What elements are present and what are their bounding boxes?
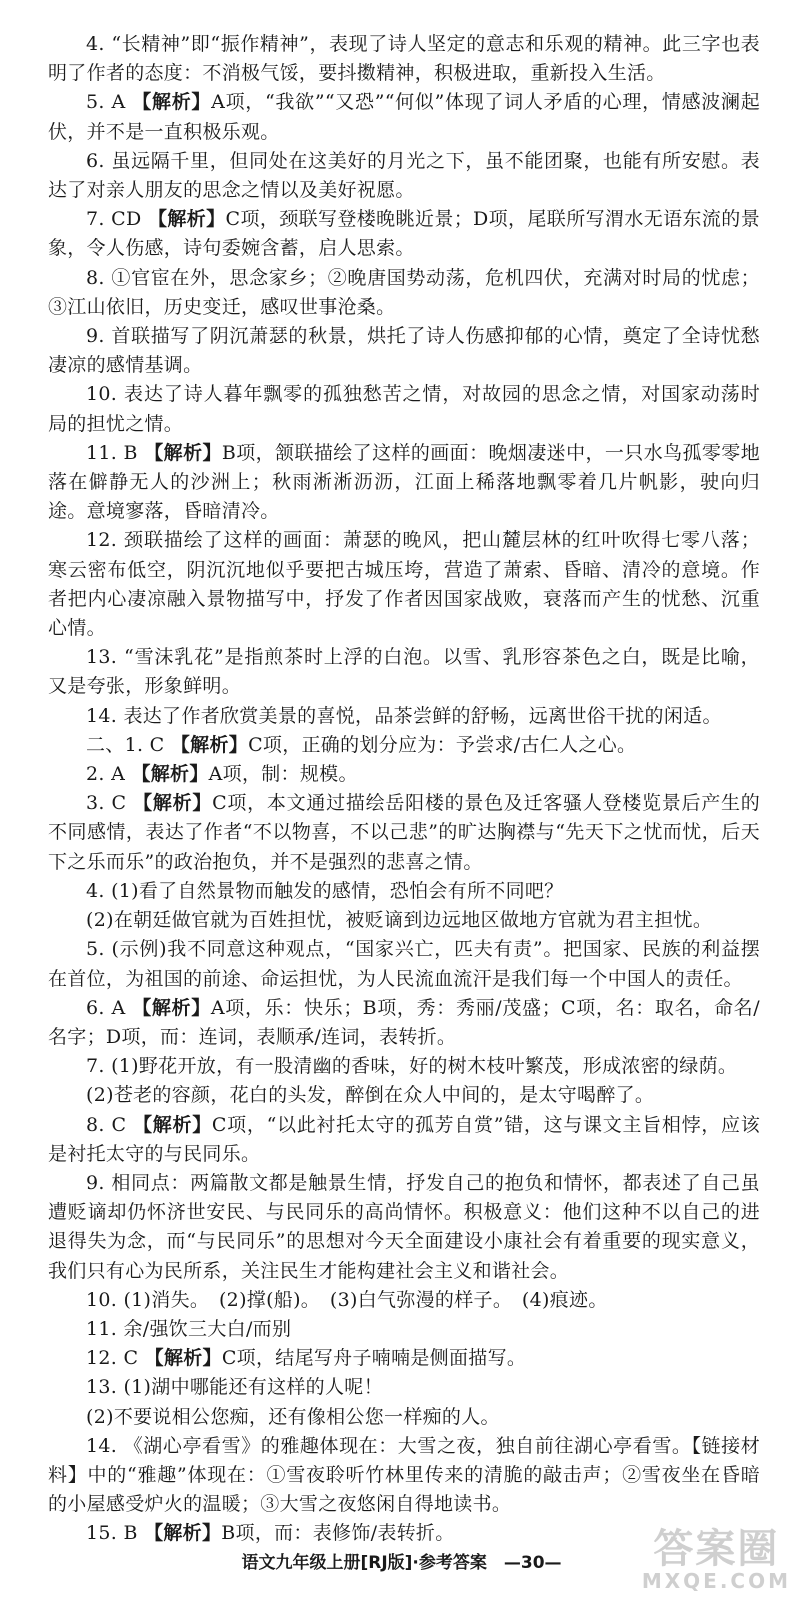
answer-item-6: 6. 虽远隔千里，但同处在这美好的月光之下，虽不能团聚，也能有所安慰。表达了对亲人朋友的思念之情以及美好祝愿。 xyxy=(48,149,760,202)
answer-item-2-3: 3. C 【解析】C项，本文通过描绘岳阳楼的景色及迁客骚人登楼览景后产生的不同感情，表达了作者“不以物喜，不以己悲”的旷达胸襟与“先天下之忧而忧，后天下之乐而乐”的政治抱负，并不是强烈的悲喜之情。 xyxy=(48,792,761,873)
answer-item-2-8: 8. C 【解析】C项，“以此衬托太守的孤芳自赏”错，这与课文主旨相悖，应该是衬托太守的与民同乐。 xyxy=(48,1113,761,1165)
page-footer: 语文九年级上册[RJ版]·参考答案 —30— xyxy=(241,1553,562,1573)
answer-item-5: 5. A 【解析】A项，“我欲”“又恐”“何似”体现了词人矛盾的心理，情感波澜起伏，并不是一直积极乐观。 xyxy=(48,91,761,143)
answer-item-2-11: 11. 余/强饮三大白/而别 xyxy=(86,1317,292,1340)
watermark-en: MXQE.COM xyxy=(641,1569,791,1593)
watermark-logo xyxy=(642,1528,791,1592)
answer-item-2-12: 12. C 【解析】C项，结尾写舟子喃喃是侧面描写。 xyxy=(86,1347,527,1370)
answer-item-7: 7. CD 【解析】C项，颈联写登楼晚眺近景；D项，尾联所写渭水无语东流的景象，令人伤感，诗句委婉含蓄，启人思索。 xyxy=(48,208,760,260)
answer-item-2-7-1: 7. (1)野花开放，有一股清幽的香味，好的树木枝叶繁茂，形成浓密的绿荫。 xyxy=(86,1055,738,1078)
answer-item-2-13-1: 13. (1)湖中哪能还有这样的人呢！ xyxy=(86,1376,383,1399)
answer-item-9: 9. 首联描写了阴沉萧瑟的秋景，烘托了诗人伤感抑郁的心情，奠定了全诗忧愁凄凉的感情基调。 xyxy=(48,325,760,377)
answer-item-2-2: 2. A 【解析】A项，制：规模。 xyxy=(86,763,358,786)
watermark-cn: 答案圈 xyxy=(653,1526,780,1572)
answer-key-body xyxy=(48,30,760,1549)
answer-item-2-15: 15. B 【解析】B项，而：表修饰/表转折。 xyxy=(86,1522,455,1545)
answer-item-14: 14. 表达了作者欣赏美景的喜悦，品茶尝鲜的舒畅，远离世俗干扰的闲适。 xyxy=(86,704,722,727)
answer-item-2-5: 5. (示例)我不同意这种观点，“国家兴亡，匹夫有责”。把国家、民族的利益摆在首位，为祖国的前途、命运担忧，为人民流血流汗是我们每一个中国人的责任。 xyxy=(48,938,760,990)
answer-item-2-13-2: (2)不要说相公您痴，还有像相公您一样痴的人。 xyxy=(86,1405,500,1428)
answer-item-2-6: 6. A 【解析】A项，乐：快乐；B项，秀：秀丽/茂盛；C项，名：取名，命名/名字；D项，而：连词，表顺承/连词，表转折。 xyxy=(48,996,761,1048)
answer-item-8: 8. ①官宦在外，思念家乡；②晚唐国势动荡，危机四伏，充满对时局的忧虑；③江山依旧，历史变迁，感叹世事沧桑。 xyxy=(48,266,760,318)
answer-item-12: 12. 颈联描绘了这样的画面：萧瑟的晚风，把山麓层林的红叶吹得七零八落；寒云密布低空，阴沉沉地似乎要把古城压垮，营造了萧索、昏暗、清冷的意境。作者把内心凄凉融入景物描写中，抒发了作者因国家战败，衰落而产生的忧愁、沉重心情。 xyxy=(48,529,760,640)
answer-item-11: 11. B 【解析】B项，颔联描绘了这样的画面：晚烟凄迷中，一只水鸟孤零零地落在僻静无人的沙洲上；秋雨淅淅沥沥，江面上稀落地飘零着几片帆影，驶向归途。意境寥落，昏暗清冷。 xyxy=(48,441,761,523)
answer-item-4: 4. “长精神”即“振作精神”，表现了诗人坚定的意志和乐观的精神。此三字也表明了作者的态度：不消极气馁，要抖擞精神，积极进取，重新投入生活。 xyxy=(48,33,760,85)
answer-item-2-7-2: (2)苍老的容颜，花白的头发，醉倒在众人中间的，是太守喝醉了。 xyxy=(86,1084,655,1107)
answer-item-2-4-1: 4. (1)看了自然景物而触发的感情，恐怕会有所不同吧？ xyxy=(86,879,564,902)
answer-item-2-14: 14. 《湖心亭看雪》的雅趣体现在：大雪之夜，独自前往湖心亭看雪。【链接材料】中的“雅趣”体现在：①雪夜聆听竹林里传来的清脆的敲击声；②雪夜坐在昏暗的小屋感受炉火的温暖；③大雪之夜悠闲自得地读书。 xyxy=(48,1434,760,1516)
answer-item-2-1: 二、1. C 【解析】C项，正确的划分应为：予尝求/古仁人之心。 xyxy=(86,733,637,756)
answer-item-2-10: 10. (1)消失。 (2)撑(船)。 (3)白气弥漫的样子。 (4)痕迹。 xyxy=(86,1288,608,1311)
answer-item-2-4-2: (2)在朝廷做官就为百姓担忧，被贬谪到边远地区做地方官就为君主担忧。 xyxy=(86,909,713,932)
answer-item-10: 10. 表达了诗人暮年飘零的孤独愁苦之情，对故园的思念之情，对国家动荡时局的担忧之情。 xyxy=(48,383,760,435)
answer-item-2-9: 9. 相同点：两篇散文都是触景生情，抒发自己的抱负和情怀，都表述了自己虽遭贬谪却仍怀济世安民、与民同乐的高尚情怀。积极意义：他们这种不以自己的进退得失为念，而“与民同乐”的思想对今天全面建设小康社会有着重要的现实意义，我们只有心为民所系，关注民生才能构建社会主义和谐社会。 xyxy=(48,1171,760,1282)
answer-item-13: 13. “雪沫乳花”是指煎茶时上浮的白泡。以雪、乳形容茶色之白，既是比喻，又是夸张，形象鲜明。 xyxy=(48,646,760,698)
